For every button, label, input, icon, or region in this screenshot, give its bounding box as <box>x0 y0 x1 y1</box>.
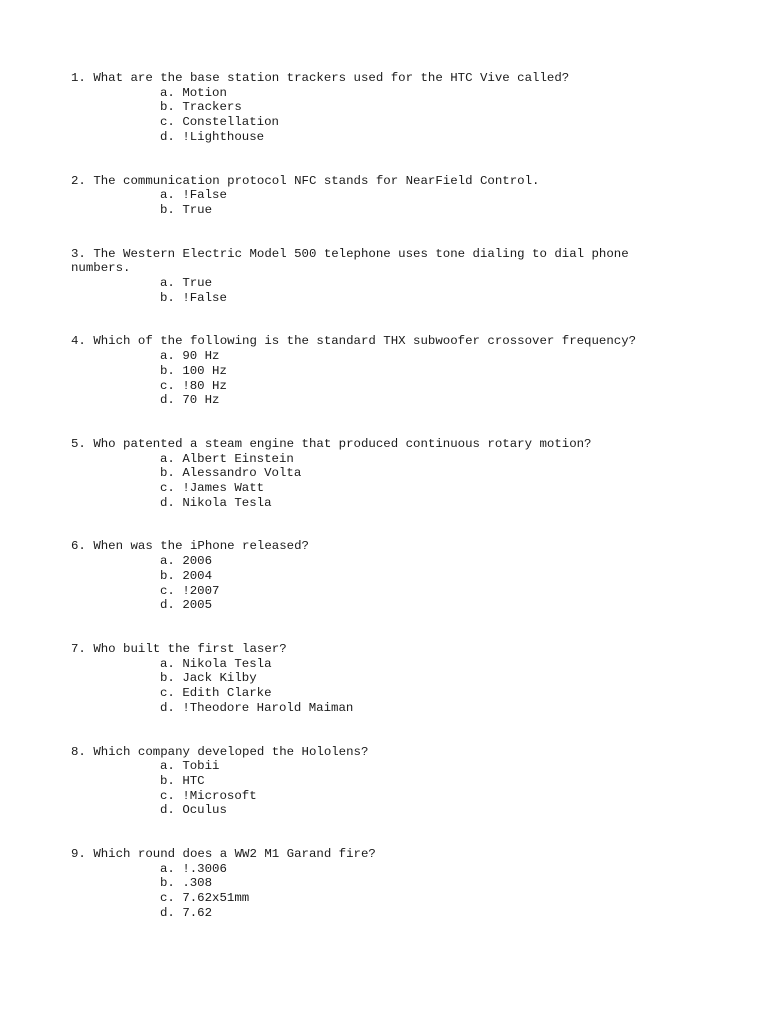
option-text: Albert Einstein <box>182 451 294 466</box>
option-letter: a. <box>160 276 175 291</box>
option-text: Alessandro Volta <box>182 466 302 481</box>
option-text: Oculus <box>182 803 227 818</box>
option-text: !False <box>182 188 227 203</box>
option-text: 90 Hz <box>182 349 220 364</box>
answer-option <box>160 759 651 774</box>
option-text: !Microsoft <box>182 788 257 803</box>
option-letter: a. <box>160 861 175 876</box>
question-block <box>71 71 651 145</box>
option-letter: c. <box>160 686 175 701</box>
answer-option <box>160 86 651 101</box>
answer-option <box>160 686 651 701</box>
option-letter: c. <box>160 481 175 496</box>
option-text: Edith Clarke <box>182 686 272 701</box>
option-letter: d. <box>160 495 175 510</box>
answer-option <box>160 379 651 394</box>
answer-option <box>160 100 651 115</box>
answer-options <box>71 349 651 408</box>
answer-option <box>160 774 651 789</box>
answer-option <box>160 349 651 364</box>
option-text: Tobii <box>182 759 220 774</box>
option-text: Constellation <box>182 115 279 130</box>
answer-option <box>160 803 651 818</box>
option-text: !False <box>182 290 227 305</box>
option-text: .308 <box>182 876 213 891</box>
question-number: 7. <box>71 641 86 656</box>
answer-option <box>160 364 651 379</box>
answer-option <box>160 188 651 203</box>
question-number: 6. <box>71 539 86 554</box>
option-letter: c. <box>160 788 175 803</box>
option-text: 7.62x51mm <box>182 891 250 906</box>
option-letter: a. <box>160 759 175 774</box>
question-block <box>71 247 651 306</box>
question-block <box>71 745 651 819</box>
question-block <box>71 642 651 716</box>
option-letter: a. <box>160 85 175 100</box>
option-text: !Theodore Harold Maiman <box>182 700 354 715</box>
option-text: Nikola Tesla <box>182 656 272 671</box>
question-number: 5. <box>71 436 86 451</box>
answer-options <box>71 554 651 613</box>
question-block <box>71 334 651 408</box>
question-stem: The communication protocol NFC stands for NearField Control. <box>93 173 540 188</box>
question-stem: When was the iPhone released? <box>93 539 309 554</box>
answer-option <box>160 115 651 130</box>
answer-options <box>71 657 651 716</box>
answer-option <box>160 481 651 496</box>
option-letter: d. <box>160 598 175 613</box>
option-letter: d. <box>160 393 175 408</box>
answer-options <box>71 86 651 145</box>
question-text <box>71 174 651 189</box>
answer-option <box>160 862 651 877</box>
option-text: Motion <box>182 85 227 100</box>
question-number: 2. <box>71 173 86 188</box>
answer-option <box>160 466 651 481</box>
option-letter: b. <box>160 100 175 115</box>
question-block <box>71 539 651 613</box>
answer-option <box>160 598 651 613</box>
question-stem: Which of the following is the standard THX subwoofer crossover frequency? <box>93 334 637 349</box>
option-text: 2004 <box>182 568 213 583</box>
option-text: 2006 <box>182 554 213 569</box>
question-number: 4. <box>71 334 86 349</box>
answer-options <box>71 188 651 217</box>
answer-option <box>160 569 651 584</box>
question-text <box>71 847 651 862</box>
question-stem: Who built the first laser? <box>93 641 287 656</box>
option-text: Trackers <box>182 100 242 115</box>
option-letter: b. <box>160 466 175 481</box>
answer-option <box>160 393 651 408</box>
option-letter: b. <box>160 363 175 378</box>
option-text: True <box>182 276 213 291</box>
question-stem: What are the base station trackers used for the HTC Vive called? <box>93 71 570 85</box>
question-text <box>71 437 651 452</box>
option-letter: c. <box>160 583 175 598</box>
answer-options <box>71 276 651 305</box>
answer-option <box>160 906 651 921</box>
answer-option <box>160 584 651 599</box>
question-stem: Who patented a steam engine that produced continuous rotary motion? <box>93 436 592 451</box>
answer-option <box>160 671 651 686</box>
answer-option <box>160 789 651 804</box>
option-letter: a. <box>160 349 175 364</box>
question-number: 8. <box>71 744 86 759</box>
question-block <box>71 174 651 218</box>
option-text: 70 Hz <box>182 393 220 408</box>
answer-options <box>71 862 651 921</box>
option-letter: d. <box>160 700 175 715</box>
option-text: !80 Hz <box>182 378 227 393</box>
option-text: 100 Hz <box>182 363 227 378</box>
answer-option <box>160 203 651 218</box>
question-stem: Which round does a WW2 M1 Garand fire? <box>93 847 376 862</box>
answer-option <box>160 554 651 569</box>
option-text: Jack Kilby <box>182 671 257 686</box>
option-letter: b. <box>160 876 175 891</box>
option-text: 7.62 <box>182 905 213 920</box>
option-letter: a. <box>160 554 175 569</box>
option-text: 2005 <box>182 598 213 613</box>
option-letter: b. <box>160 671 175 686</box>
question-text <box>71 642 651 657</box>
question-number: 3. <box>71 246 86 261</box>
option-text: HTC <box>182 773 205 788</box>
option-letter: d. <box>160 905 175 920</box>
answer-option <box>160 657 651 672</box>
option-letter: a. <box>160 451 175 466</box>
option-letter: d. <box>160 803 175 818</box>
answer-options <box>71 452 651 511</box>
answer-option <box>160 496 651 511</box>
question-text <box>71 539 651 554</box>
option-letter: b. <box>160 568 175 583</box>
question-text <box>71 334 651 349</box>
question-number: 1. <box>71 71 86 85</box>
quiz-document <box>71 71 651 950</box>
option-letter: b. <box>160 202 175 217</box>
answer-option <box>160 891 651 906</box>
option-text: Nikola Tesla <box>182 495 272 510</box>
option-text: !.3006 <box>182 861 227 876</box>
option-letter: c. <box>160 115 175 130</box>
option-letter: b. <box>160 773 175 788</box>
option-text: !James Watt <box>182 481 265 496</box>
option-letter: c. <box>160 378 175 393</box>
answer-options <box>71 759 651 818</box>
answer-option <box>160 452 651 467</box>
answer-option <box>160 130 651 145</box>
question-block <box>71 437 651 511</box>
question-text <box>71 71 651 86</box>
option-letter: d. <box>160 129 175 144</box>
option-letter: c. <box>160 891 175 906</box>
option-letter: b. <box>160 290 175 305</box>
question-block <box>71 847 651 921</box>
option-letter: a. <box>160 188 175 203</box>
option-text: !Lighthouse <box>182 129 265 144</box>
question-text <box>71 745 651 760</box>
question-number: 9. <box>71 847 86 862</box>
answer-option <box>160 276 651 291</box>
option-text: !2007 <box>182 583 220 598</box>
option-letter: a. <box>160 656 175 671</box>
question-text <box>71 247 651 276</box>
answer-option <box>160 876 651 891</box>
answer-option <box>160 291 651 306</box>
option-text: True <box>182 202 213 217</box>
answer-option <box>160 701 651 716</box>
question-stem: The Western Electric Model 500 telephone uses tone dialing to dial phone numbers. <box>71 246 637 276</box>
question-stem: Which company developed the Hololens? <box>93 744 369 759</box>
